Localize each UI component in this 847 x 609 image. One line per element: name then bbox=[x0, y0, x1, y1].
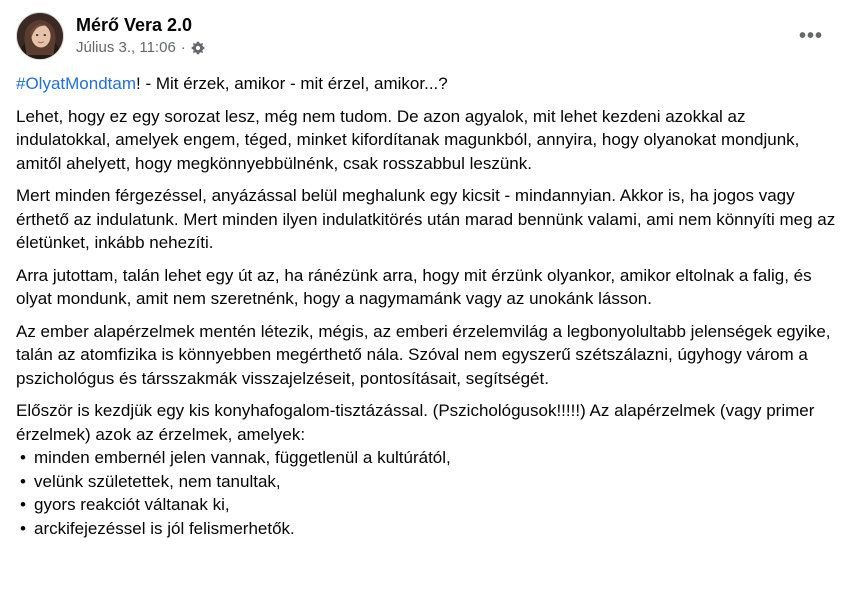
post-paragraph: Arra jutottam, talán lehet egy út az, ha ránézünk arra, hogy mit érzünk olyankor, amikor eltolnak a falig, és olyat mondunk, amit nem szeretnénk, hogy a nagymamánk vagy az unokánk lásson. bbox=[16, 265, 812, 308]
list-item bbox=[16, 517, 836, 541]
post-timestamp[interactable]: Július 3., 11:06 bbox=[76, 39, 176, 56]
bullet-mark: • bbox=[20, 518, 26, 538]
post-meta bbox=[76, 14, 205, 58]
bullet-mark: • bbox=[20, 471, 26, 491]
hashtag-link[interactable]: #OlyatMondtam bbox=[16, 74, 136, 93]
list-item-text: gyors reakciót váltanak ki, bbox=[34, 495, 230, 514]
gear-icon[interactable] bbox=[191, 41, 205, 55]
list-item-text: velünk születettek, nem tanultak, bbox=[34, 471, 281, 491]
more-horizontal-icon: ••• bbox=[798, 24, 823, 47]
post-body bbox=[16, 72, 836, 540]
more-options-button[interactable] bbox=[793, 22, 829, 50]
post-header bbox=[16, 12, 205, 60]
post-paragraph: Először is kezdjük egy kis konyhafogalom-tisztázással. (Pszichológusok!!!!!) Az alapérzelmek (vagy primer érzelmek) azok az érzelmek, amelyek: bbox=[16, 401, 815, 444]
author-avatar[interactable] bbox=[16, 12, 64, 60]
post-paragraph: Az ember alapérzelmek mentén létezik, mégis, az emberi érzelemvilág a legbonyolultabb jelenségek egyike, talán az atomfizika is könnyebben megérthető nála. Szóval nem egyszerű szétszálazni, úgyhogy várom a pszichológus és társszakmák visszajelzéseit, pontosításait, segítségét. bbox=[16, 321, 831, 388]
bullet-mark: • bbox=[20, 495, 26, 514]
avatar-photo bbox=[17, 13, 63, 59]
bullet-mark: • bbox=[20, 448, 26, 467]
author-name[interactable]: Mérő Vera 2.0 bbox=[76, 15, 193, 35]
post-paragraph: Mert minden férgezéssel, anyázással belül meghalunk egy kicsit - mindannyian. Akkor is, ha jogos vagy érthető az indulatunk. Mert minden ilyen indulatkitörés után marad bennünk valami, ami nem könnyíti meg az életünket, inkább nehezíti. bbox=[16, 186, 836, 252]
post-subline bbox=[76, 38, 205, 58]
post-headline bbox=[16, 72, 836, 96]
list-item-text: arckifejezéssel is jól felismerhetők. bbox=[34, 518, 295, 538]
list-item bbox=[16, 493, 836, 517]
list-item-text: minden embernél jelen vannak, függetlenül a kultúrától, bbox=[34, 448, 451, 467]
separator-dot: · bbox=[180, 39, 186, 56]
headline-text: ! - Mit érzek, amikor - mit érzel, amikor...? bbox=[136, 74, 448, 93]
post-paragraph: Lehet, hogy ez egy sorozat lesz, még nem tudom. De azon agyalok, mit lehet kezdeni azokkal az indulatokkal, amelyek engem, téged, minket kifordítanak magunkból, annyira, hogy olyanokat mondjunk, amitől ahelyett, hogy megkönnyebbülnénk, csak rosszabbul leszünk. bbox=[16, 106, 800, 173]
list-item bbox=[16, 446, 836, 470]
bullet-list bbox=[16, 446, 836, 540]
list-item bbox=[16, 470, 836, 494]
